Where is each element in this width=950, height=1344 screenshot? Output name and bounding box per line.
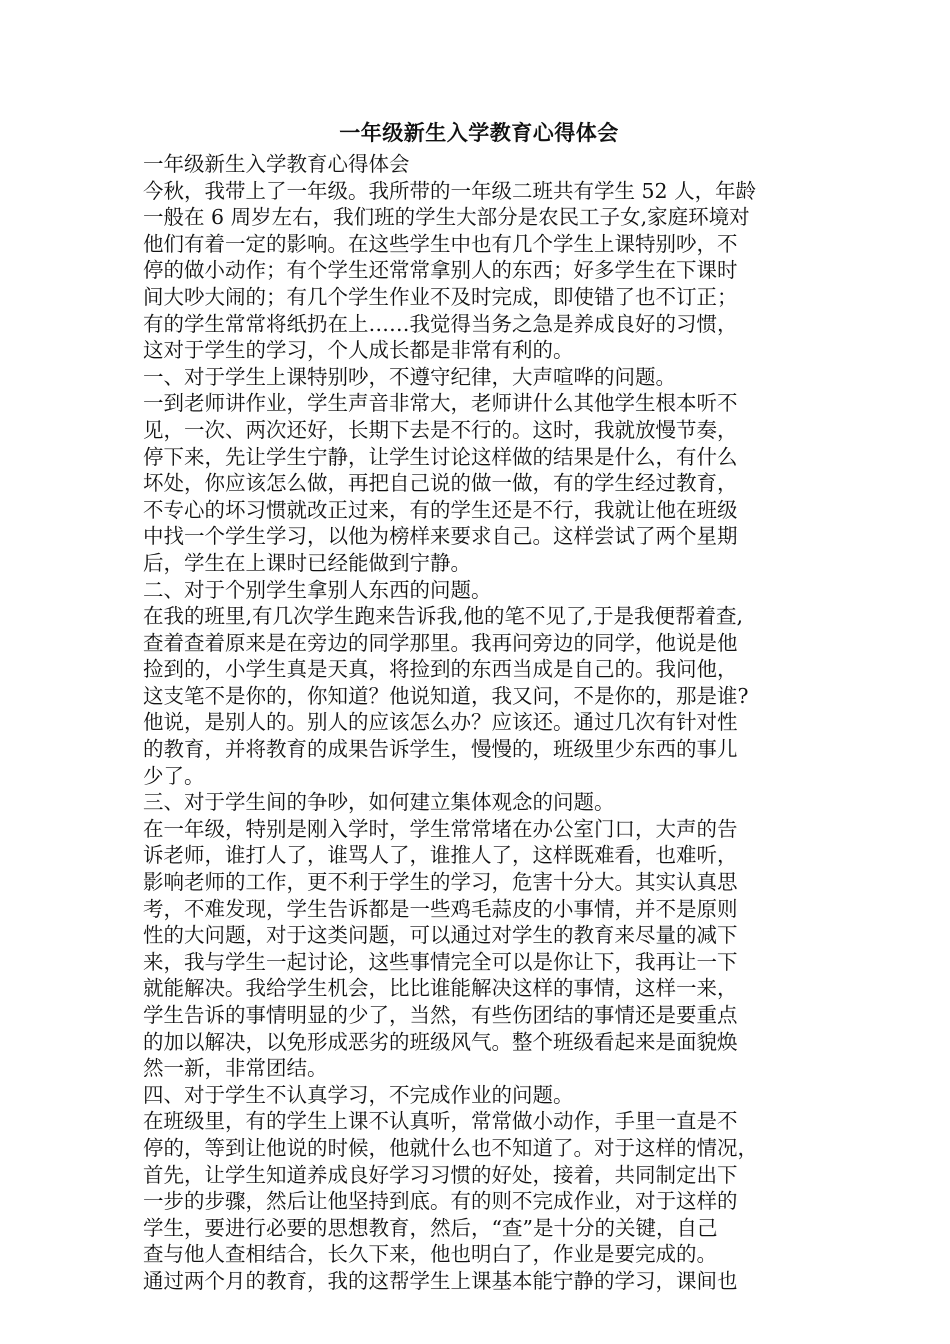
text-line: 间大吵大闹的；有几个学生作业不及时完成，即使错了也不订正； — [143, 284, 738, 309]
document-page — [143, 119, 815, 1295]
text-line: 然一新，非常团结。 — [143, 1056, 328, 1081]
text-line: 学生，要进行必要的思想教育，然后，“查”是十分的关键，自己 — [143, 1215, 718, 1240]
text-line: 通过两个月的教育，我的这帮学生上课基本能宁静的学习，课间也 — [143, 1268, 738, 1293]
text-line: 影响老师的工作，更不利于学生的学习，危害十分大。其实认真思 — [143, 870, 738, 895]
text-line: 的教育，并将教育的成果告诉学生，慢慢的，班级里少东西的事儿 — [143, 737, 738, 762]
text-line: 查与他人查相结合，长久下来，他也明白了，作业是要完成的。 — [143, 1242, 717, 1267]
text-line: 停的，等到让他说的时候，他就什么也不知道了。对于这样的情况， — [143, 1135, 758, 1160]
text-line: 一步的步骤，然后让他坚持到底。有的则不完成作业，对于这样的 — [143, 1189, 738, 1214]
text-line: 查着查着原来是在旁边的同学那里。我再问旁边的同学，他说是他 — [143, 630, 738, 655]
text-line: 考，不难发现，学生告诉都是一些鸡毛蒜皮的小事情，并不是原则 — [143, 896, 738, 921]
text-line: 停下来，先让学生宁静，让学生讨论这样做的结果是什么，有什么 — [143, 444, 738, 469]
text-line: 今秋，我带上了一年级。我所带的一年级二班共有学生 52 人，年龄 — [143, 178, 757, 203]
text-line: 一到老师讲作业，学生声音非常大，老师讲什么其他学生根本听不 — [143, 391, 738, 416]
text-line: 四、对于学生不认真学习，不完成作业的问题。 — [143, 1082, 574, 1107]
text-line: 一年级新生入学教育心得体会 — [143, 152, 410, 176]
text-line: 后，学生在上课时已经能做到宁静。 — [143, 550, 471, 575]
document-body — [143, 151, 815, 1295]
text-line: 二、对于个别学生拿别人东西的问题。 — [143, 577, 492, 602]
text-line: 见，一次、两次还好，长期下去是不行的。这时，我就放慢节奏， — [143, 417, 738, 442]
text-line: 在我的班里,有几次学生跑来告诉我,他的笔不见了,于是我便帮着查, — [143, 604, 744, 629]
text-line: 这对于学生的学习，个人成长都是非常有利的。 — [143, 338, 574, 363]
text-line: 不专心的坏习惯就改正过来，有的学生还是不行，我就让他在班级 — [143, 497, 738, 522]
text-line: 坏处，你应该怎么做，再把自己说的做一做，有的学生经过教育， — [143, 471, 738, 496]
text-line: 一般在 6 周岁左右，我们班的学生大部分是农民工子女,家庭环境对 — [143, 205, 750, 230]
text-line: 在一年级，特别是刚入学时，学生常常堵在办公室门口，大声的告 — [143, 816, 738, 841]
text-line: 的加以解决，以免形成恶劣的班级风气。整个班级看起来是面貌焕 — [143, 1029, 738, 1054]
text-line: 这支笔不是你的，你知道？他说知道，我又问，不是你的，那是谁? — [143, 683, 749, 708]
text-line: 他说，是别人的。别人的应该怎么办？应该还。通过几次有针对性 — [143, 710, 738, 735]
text-line: 三、对于学生间的争吵，如何建立集体观念的问题。 — [143, 790, 615, 815]
text-line: 首先，让学生知道养成良好学习习惯的好处，接着，共同制定出下 — [143, 1162, 738, 1187]
text-line: 中找一个学生学习，以他为榜样来要求自己。这样尝试了两个星期 — [143, 524, 738, 549]
text-line: 少了。 — [143, 763, 205, 788]
text-line: 就能解决。我给学生机会，比比谁能解决这样的事情，这样一来， — [143, 976, 738, 1001]
text-line: 他们有着一定的影响。在这些学生中也有几个学生上课特别吵，不 — [143, 231, 738, 256]
text-line: 一、对于学生上课特别吵，不遵守纪律，大声喧哗的问题。 — [143, 364, 676, 389]
text-line: 在班级里，有的学生上课不认真听，常常做小动作，手里一直是不 — [143, 1109, 738, 1134]
text-line: 捡到的，小学生真是天真，将捡到的东西当成是自己的。我问他， — [143, 657, 738, 682]
text-line: 停的做小动作；有个学生还常常拿别人的东西；好多学生在下课时 — [143, 258, 738, 283]
document-title: 一年级新生入学教育心得体会 — [339, 120, 619, 145]
text-line: 诉老师，谁打人了，谁骂人了，谁推人了，这样既难看，也难听， — [143, 843, 738, 868]
text-line: 来，我与学生一起讨论，这些事情完全可以是你让下，我再让一下 — [143, 949, 738, 974]
text-line: 有的学生常常将纸扔在上……我觉得当务之急是养成良好的习惯， — [143, 311, 738, 336]
text-line: 学生告诉的事情明显的少了，当然，有些伤团结的事情还是要重点 — [143, 1003, 738, 1027]
text-line: 性的大问题，对于这类问题，可以通过对学生的教育来尽量的减下 — [143, 923, 738, 948]
